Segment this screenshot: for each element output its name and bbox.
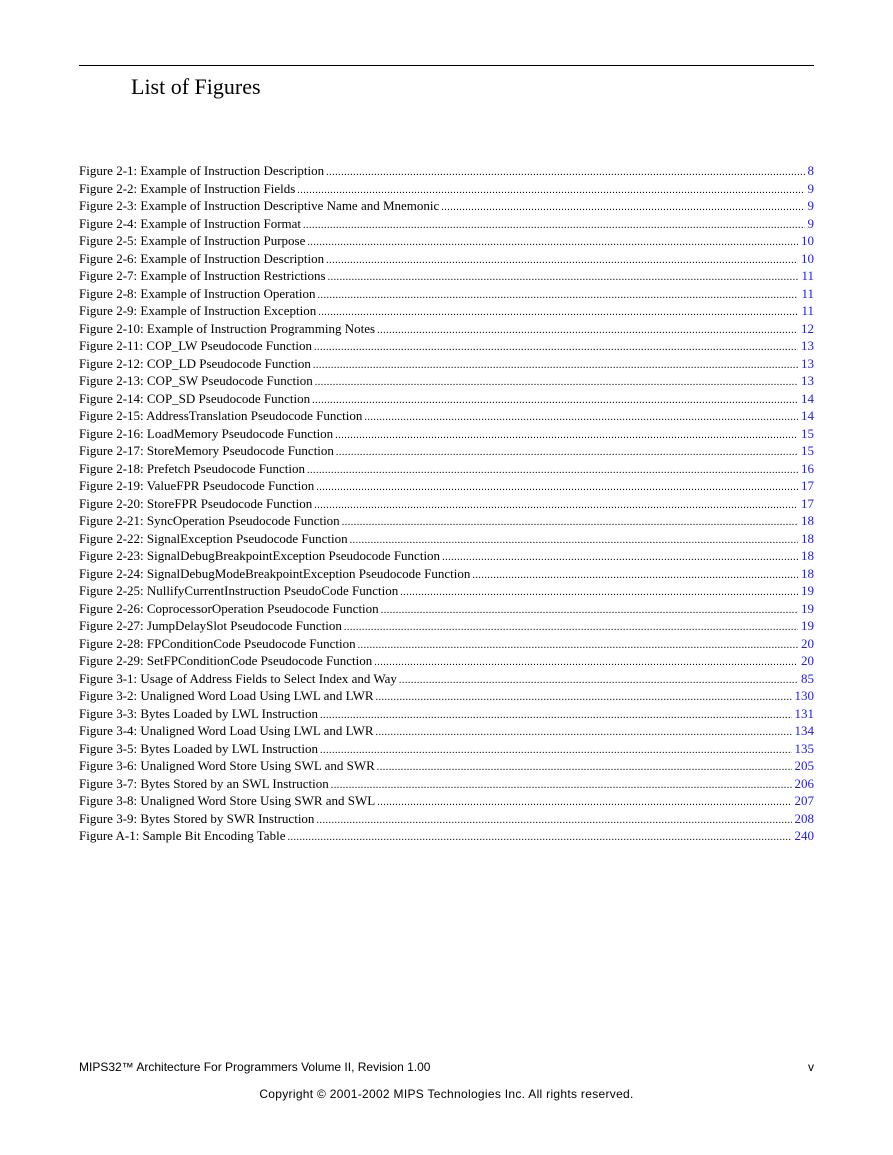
- dot-leader: [336, 444, 798, 462]
- figure-list-entry[interactable]: [79, 530, 814, 548]
- figure-entry-page-link[interactable]: 10: [801, 233, 814, 248]
- figure-list-entry[interactable]: [79, 390, 814, 408]
- figure-list-entry[interactable]: [79, 372, 814, 390]
- figure-list-entry[interactable]: [79, 810, 814, 828]
- figure-entry-page-link[interactable]: 14: [801, 390, 814, 406]
- figure-list-entry[interactable]: [79, 547, 814, 565]
- dot-leader: [358, 637, 798, 655]
- dot-leader: [316, 479, 798, 497]
- figure-entry-label[interactable]: Figure 2-7: Example of Instruction Restrictions: [79, 268, 326, 283]
- figure-entry-page-link[interactable]: 85: [801, 670, 814, 686]
- figure-entry-label[interactable]: Figure 2-27: JumpDelaySlot Pseudocode Function: [79, 618, 342, 633]
- figure-entry-label[interactable]: Figure 2-21: SyncOperation Pseudocode Function: [79, 513, 340, 528]
- figure-entry-page-link[interactable]: 135: [794, 740, 814, 756]
- figure-list-entry[interactable]: [79, 285, 814, 303]
- figure-entry-label[interactable]: Figure 2-15: AddressTranslation Pseudocode Function: [79, 408, 363, 423]
- figure-entry-page-link[interactable]: 205: [794, 758, 814, 773]
- dot-leader: [287, 829, 791, 847]
- figure-list-entry[interactable]: [79, 687, 814, 705]
- figure-entry-label[interactable]: Figure 2-6: Example of Instruction Description: [79, 250, 325, 266]
- figure-list-entry[interactable]: [79, 565, 814, 583]
- footer-copyright: Copyright © 2001-2002 MIPS Technologies Inc. All rights reserved.: [259, 1087, 634, 1101]
- figure-list-entry[interactable]: [79, 827, 814, 845]
- figure-entry-label[interactable]: Figure 2-17: StoreMemory Pseudocode Function: [79, 443, 334, 458]
- dot-leader: [342, 514, 798, 532]
- dot-leader: [326, 252, 798, 270]
- figure-entry-label[interactable]: Figure 2-12: COP_LD Pseudocode Function: [79, 355, 311, 371]
- figure-entry-page-link[interactable]: 11: [801, 268, 814, 283]
- dot-leader: [315, 374, 798, 392]
- figure-entry-label[interactable]: Figure 3-5: Bytes Loaded by LWL Instruction: [79, 740, 319, 756]
- figure-entry-page-link[interactable]: 18: [801, 565, 814, 581]
- dot-leader: [307, 234, 798, 252]
- figure-list-entry[interactable]: [79, 495, 814, 513]
- figure-list-entry[interactable]: [79, 355, 814, 373]
- figure-entry-page-link[interactable]: 14: [801, 408, 814, 423]
- figure-list-entry[interactable]: [79, 320, 814, 338]
- figure-entry-label[interactable]: Figure 3-8: Unaligned Word Store Using SWR and SWL: [79, 793, 376, 808]
- figure-entry-label[interactable]: Figure 2-19: ValueFPR Pseudocode Function: [79, 478, 315, 493]
- figure-entry-label[interactable]: Figure 2-14: COP_SD Pseudocode Function: [79, 390, 311, 406]
- figure-list-entry[interactable]: [79, 705, 814, 723]
- figure-list-entry[interactable]: [79, 180, 814, 198]
- dot-leader: [316, 812, 791, 830]
- dot-leader: [313, 357, 798, 375]
- figure-list-entry[interactable]: [79, 652, 814, 670]
- figure-list-entry[interactable]: [79, 460, 814, 478]
- figure-entry-page-link[interactable]: 9: [807, 180, 814, 196]
- figure-entry-page-link[interactable]: 17: [801, 495, 814, 511]
- figure-entry-label[interactable]: Figure 3-2: Unaligned Word Load Using LWL and LWR: [79, 688, 374, 703]
- footer-document-title: MIPS32™ Architecture For Programmers Volume II, Revision 1.00: [79, 1060, 431, 1074]
- dot-leader: [326, 164, 804, 182]
- figure-entry-label[interactable]: Figure 2-24: SignalDebugModeBreakpointException Pseudocode Function: [79, 565, 471, 581]
- figure-entry-label[interactable]: Figure 2-8: Example of Instruction Operation: [79, 285, 316, 301]
- figure-list-entry[interactable]: [79, 582, 814, 600]
- figure-entry-page-link[interactable]: 16: [801, 460, 814, 476]
- figure-entry-page-link[interactable]: 8: [807, 163, 814, 178]
- figure-list-entry[interactable]: [79, 232, 814, 250]
- figure-entry-label[interactable]: Figure 3-7: Bytes Stored by an SWL Instruction: [79, 775, 329, 791]
- figure-list-entry[interactable]: [79, 215, 814, 233]
- figure-list-entry[interactable]: [79, 250, 814, 268]
- figure-entry-page-link[interactable]: 11: [801, 303, 814, 318]
- figure-list-entry[interactable]: [79, 477, 814, 495]
- dot-leader: [318, 304, 798, 322]
- figure-entry-page-link[interactable]: 19: [801, 600, 814, 616]
- figure-entry-label[interactable]: Figure 3-4: Unaligned Word Load Using LWL and LWR: [79, 723, 374, 738]
- dot-leader: [399, 672, 798, 690]
- figure-entry-label[interactable]: Figure 2-29: SetFPConditionCode Pseudocode Function: [79, 653, 373, 668]
- figure-entry-label[interactable]: Figure 2-25: NullifyCurrentInstruction PseudoCode Function: [79, 583, 399, 598]
- dot-leader: [320, 707, 791, 725]
- figure-list-entry[interactable]: [79, 600, 814, 618]
- page-title: List of Figures: [131, 74, 261, 99]
- dot-leader: [472, 567, 798, 585]
- figure-entry-page-link[interactable]: 9: [807, 198, 814, 213]
- figure-list-entry[interactable]: [79, 670, 814, 688]
- dot-leader: [381, 602, 798, 620]
- dot-leader: [377, 322, 798, 340]
- figure-list-entry[interactable]: [79, 617, 814, 635]
- figure-entry-label[interactable]: Figure 2-20: StoreFPR Pseudocode Function: [79, 495, 313, 511]
- figure-list-entry[interactable]: [79, 407, 814, 425]
- dot-leader: [303, 217, 804, 235]
- figure-list-entry[interactable]: [79, 722, 814, 740]
- figure-entry-label[interactable]: Figure 2-13: COP_SW Pseudocode Function: [79, 373, 313, 388]
- figure-list-entry[interactable]: [79, 740, 814, 758]
- figure-entry-page-link[interactable]: 13: [801, 373, 814, 388]
- figure-entry-label[interactable]: Figure 2-18: Prefetch Pseudocode Function: [79, 460, 306, 476]
- figure-entry-page-link[interactable]: 15: [801, 425, 814, 441]
- figure-entry-label[interactable]: Figure 2-11: COP_LW Pseudocode Function: [79, 338, 313, 353]
- figure-list: [79, 162, 814, 845]
- dot-leader: [335, 427, 798, 445]
- figure-entry-page-link[interactable]: 20: [801, 653, 814, 668]
- dot-leader: [344, 619, 798, 637]
- figure-entry-page-link[interactable]: 19: [801, 618, 814, 633]
- dot-leader: [328, 269, 799, 287]
- figure-entry-label[interactable]: Figure 2-2: Example of Instruction Fields: [79, 180, 296, 196]
- figure-entry-label[interactable]: Figure 3-1: Usage of Address Fields to Select Index and Way: [79, 670, 397, 686]
- figure-entry-page-link[interactable]: 9: [807, 215, 814, 231]
- figure-entry-page-link[interactable]: 10: [801, 250, 814, 266]
- figure-entry-page-link[interactable]: 208: [794, 810, 814, 826]
- dot-leader: [312, 392, 798, 410]
- figure-entry-page-link[interactable]: 134: [794, 723, 814, 738]
- figure-entry-page-link[interactable]: 17: [801, 478, 814, 493]
- figure-list-entry[interactable]: [79, 442, 814, 460]
- figure-list-entry[interactable]: [79, 302, 814, 320]
- figure-list-entry[interactable]: [79, 792, 814, 810]
- dot-leader: [400, 584, 798, 602]
- figure-entry-label[interactable]: Figure 2-9: Example of Instruction Exception: [79, 303, 317, 318]
- figure-entry-label[interactable]: Figure 2-23: SignalDebugBreakpointException Pseudocode Function: [79, 548, 441, 563]
- dot-leader: [307, 462, 798, 480]
- figure-list-entry[interactable]: [79, 635, 814, 653]
- figure-entry-page-link[interactable]: 20: [801, 635, 814, 651]
- figure-entry-label[interactable]: Figure 3-3: Bytes Loaded by LWL Instruction: [79, 705, 319, 721]
- figure-list-entry[interactable]: [79, 162, 814, 180]
- figure-entry-label[interactable]: Figure 3-6: Unaligned Word Store Using SWL and SWR: [79, 758, 375, 773]
- dot-leader: [364, 409, 798, 427]
- dot-leader: [376, 724, 792, 742]
- dot-leader: [331, 777, 792, 795]
- figure-entry-page-link[interactable]: 207: [794, 793, 814, 808]
- dot-leader: [442, 549, 798, 567]
- figure-entry-page-link[interactable]: 12: [801, 320, 814, 336]
- figure-entry-page-link[interactable]: 130: [794, 688, 814, 703]
- figure-entry-label[interactable]: Figure 2-10: Example of Instruction Programming Notes: [79, 320, 376, 336]
- dot-leader: [377, 759, 792, 777]
- figure-entry-label[interactable]: Figure 3-9: Bytes Stored by SWR Instruction: [79, 810, 315, 826]
- figure-entry-page-link[interactable]: 13: [801, 338, 814, 353]
- figure-entry-label[interactable]: Figure 2-4: Example of Instruction Format: [79, 215, 302, 231]
- dot-leader: [377, 794, 791, 812]
- figure-entry-label[interactable]: Figure 2-22: SignalException Pseudocode Function: [79, 530, 348, 546]
- figure-entry-label[interactable]: Figure 2-16: LoadMemory Pseudocode Function: [79, 425, 334, 441]
- figure-entry-label[interactable]: Figure A-1: Sample Bit Encoding Table: [79, 828, 286, 843]
- figure-list-entry[interactable]: [79, 775, 814, 793]
- dot-leader: [317, 287, 798, 305]
- dot-leader: [441, 199, 804, 217]
- figure-entry-page-link[interactable]: 18: [801, 513, 814, 528]
- figure-entry-page-link[interactable]: 18: [801, 530, 814, 546]
- figure-list-entry[interactable]: [79, 337, 814, 355]
- figure-entry-page-link[interactable]: 131: [794, 705, 814, 721]
- figure-entry-page-link[interactable]: 206: [794, 775, 814, 791]
- figure-entry-label[interactable]: Figure 2-1: Example of Instruction Description: [79, 163, 325, 178]
- dot-leader: [374, 654, 798, 672]
- figure-entry-page-link[interactable]: 11: [801, 285, 814, 301]
- dot-leader: [376, 689, 792, 707]
- footer-page-number: v: [808, 1060, 814, 1074]
- figure-entry-label[interactable]: Figure 2-3: Example of Instruction Descriptive Name and Mnemonic: [79, 198, 440, 213]
- figure-entry-page-link[interactable]: 15: [801, 443, 814, 458]
- figure-entry-label[interactable]: Figure 2-26: CoprocessorOperation Pseudocode Function: [79, 600, 379, 616]
- figure-list-entry[interactable]: [79, 512, 814, 530]
- dot-leader: [314, 339, 798, 357]
- figure-entry-page-link[interactable]: 19: [801, 583, 814, 598]
- figure-entry-label[interactable]: Figure 2-5: Example of Instruction Purpose: [79, 233, 306, 248]
- dot-leader: [314, 497, 798, 515]
- figure-entry-page-link[interactable]: 18: [801, 548, 814, 563]
- figure-entry-page-link[interactable]: 240: [794, 828, 814, 843]
- figure-list-entry[interactable]: [79, 267, 814, 285]
- figure-list-entry[interactable]: [79, 757, 814, 775]
- dot-leader: [320, 742, 791, 760]
- figure-entry-label[interactable]: Figure 2-28: FPConditionCode Pseudocode Function: [79, 635, 356, 651]
- figure-list-entry[interactable]: [79, 197, 814, 215]
- figure-entry-page-link[interactable]: 13: [801, 355, 814, 371]
- header-rule: [79, 65, 814, 66]
- figure-list-entry[interactable]: [79, 425, 814, 443]
